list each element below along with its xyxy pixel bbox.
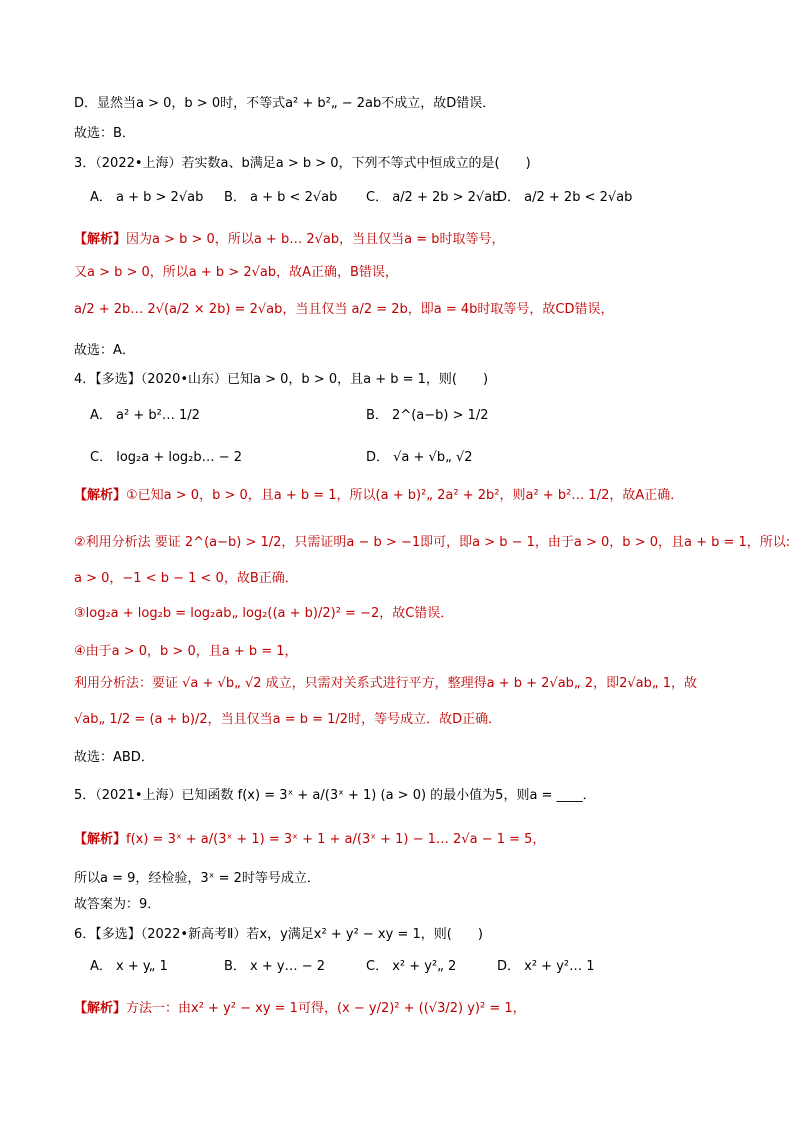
q4-option-d: D． √a + √b„ √2 xyxy=(366,450,473,465)
q3-solution-text-1: 因为a > b > 0，所以a + b… 2√ab，当且仅当a = b时取等号， xyxy=(126,232,505,247)
q4-solution-line-3: a > 0，−1 < b − 1 < 0，故B正确． xyxy=(74,571,298,586)
solution-tag: 【解析】 xyxy=(74,832,127,847)
q6-option-c: C． x² + y²„ 2 xyxy=(366,959,457,974)
q4-answer-line: 故选：ABD． xyxy=(74,750,154,765)
solution-tag: 【解析】 xyxy=(74,1001,127,1016)
q3-solution-line-1 xyxy=(74,231,504,249)
solution-tag: 【解析】 xyxy=(74,488,127,503)
q4-solution-line-6: 利用分析法：要证 √a + √b„ √2 成立，只需对关系式进行平方，整理得a + b + 2√ab„ 2，即2√ab„ 1，故 xyxy=(74,676,697,691)
q3-solution-line-3: a/2 + 2b… 2√(a/2 × 2b) = 2√ab，当且仅当 a/2 = 2b，即a = 4b时取等号，故CD错误， xyxy=(74,302,614,317)
q5-stem: 5．（2021•上海）已知函数 f(x) = 3ˣ + a/(3ˣ + 1) (a > 0) 的最小值为5，则a = ____． xyxy=(74,788,596,803)
q4-stem: 4．【多选】（2020•山东）已知a > 0，b > 0，且a + b = 1，则( ) xyxy=(74,372,489,387)
q6-option-d: D． x² + y²… 1 xyxy=(497,959,595,974)
q4-solution-text-1: ①已知a > 0，b > 0，且a + b = 1，所以(a + b)²„ 2a² + 2b²，则a² + b²… 1/2，故A正确． xyxy=(126,488,684,503)
q6-option-a: A． x + y„ 1 xyxy=(90,959,168,974)
q3-option-c: C． a/2 + 2b > 2√ab xyxy=(366,190,501,205)
q4-solution-line-2: ②利用分析法 要证 2^(a−b) > 1/2，只需证明a − b > −1即可，即a > b − 1，由于a > 0，b > 0，且a + b = 1，所以: xyxy=(74,535,791,550)
q4-option-c: C． log₂a + log₂b… − 2 xyxy=(90,450,243,465)
q4-solution-line-7: √ab„ 1/2 = (a + b)/2，当且仅当a = b = 1/2时，等号成立．故D正确． xyxy=(74,712,502,727)
q5-solution-line-2: 所以a = 9，经检验，3ˣ = 2时等号成立． xyxy=(74,871,320,886)
q4-solution-line-5: ④由于a > 0，b > 0，且a + b = 1， xyxy=(74,644,298,659)
q4-option-a: A． a² + b²… 1/2 xyxy=(90,408,200,423)
q3-answer-line: 故选：A． xyxy=(74,343,135,358)
q6-solution-text-1: 方法一：由x² + y² − xy = 1可得，(x − y/2)² + ((√3/2) y)² = 1， xyxy=(126,1001,526,1016)
q3-option-b: B． a + b < 2√ab xyxy=(224,190,338,205)
q3-option-d: D． a/2 + 2b < 2√ab xyxy=(497,190,633,205)
q5-answer-line: 故答案为：9． xyxy=(74,897,161,912)
solution-tag: 【解析】 xyxy=(74,232,127,247)
q2-conclusion-line: D．显然当a > 0，b > 0时，不等式a² + b²„ − 2ab不成立，故D错误． xyxy=(74,96,496,111)
q4-solution-line-1 xyxy=(74,487,683,505)
q3-option-a: A． a + b > 2√ab xyxy=(90,190,204,205)
q6-solution-line-1 xyxy=(74,1000,526,1018)
q3-stem: 3．（2022•上海）若实数a、b满足a > b > 0，下列不等式中恒成立的是( ) xyxy=(74,156,531,171)
q6-stem: 6．【多选】（2022•新高考Ⅱ）若x，y满足x² + y² − xy = 1，则( ) xyxy=(74,927,483,942)
q3-solution-line-2: 又a > b > 0，所以a + b > 2√ab，故A正确，B错误， xyxy=(74,265,398,280)
q5-solution-line-1 xyxy=(74,831,545,849)
q2-answer-line: 故选：B． xyxy=(74,126,135,141)
q5-solution-text-1: f(x) = 3ˣ + a/(3ˣ + 1) = 3ˣ + 1 + a/(3ˣ + 1) − 1… 2√a − 1 = 5， xyxy=(126,832,546,847)
q6-option-b: B． x + y… − 2 xyxy=(224,959,326,974)
q4-option-b: B． 2^(a−b) > 1/2 xyxy=(366,408,489,423)
q4-solution-line-4: ③log₂a + log₂b = log₂ab„ log₂((a + b)/2)² = −2，故C错误． xyxy=(74,606,454,621)
